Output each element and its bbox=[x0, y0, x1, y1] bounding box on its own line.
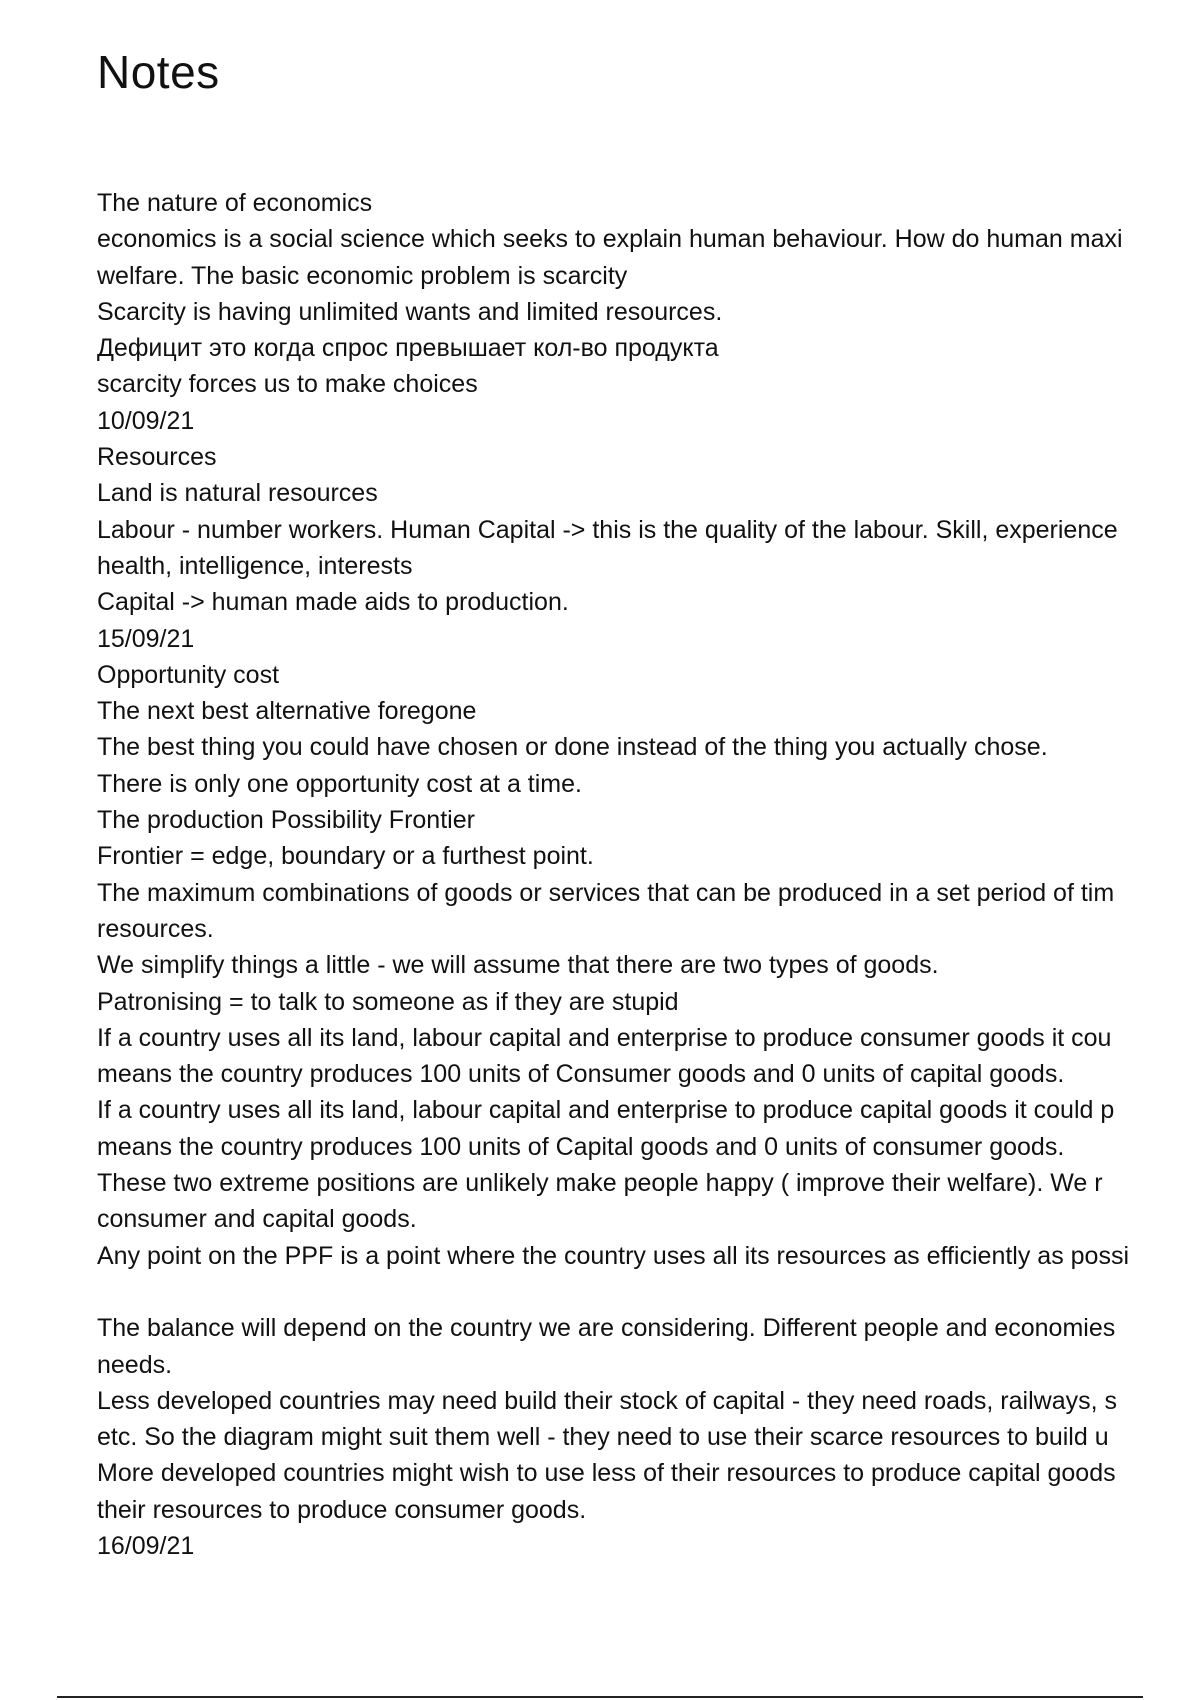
text-line: If a country uses all its land, labour capital and enterprise to produce consumer goods it cou bbox=[97, 1023, 1112, 1052]
text-line: Labour - number workers. Human Capital -> this is the quality of the labour. Skill, experience bbox=[97, 515, 1118, 544]
text-line: resources. bbox=[97, 914, 214, 943]
text-line: The next best alternative foregone bbox=[97, 697, 477, 726]
text-line: economics is a social science which seeks to explain human behaviour. How do human maxi bbox=[97, 225, 1123, 254]
text-line: etc. So the diagram might suit them well - they need to use their scarce resources to build u bbox=[97, 1423, 1109, 1452]
text-line: The production Possibility Frontier bbox=[97, 806, 475, 835]
text-line: Patronising = to talk to someone as if they are stupid bbox=[97, 987, 679, 1016]
text-line: 16/09/21 bbox=[97, 1531, 195, 1560]
footer-divider bbox=[57, 1696, 1143, 1698]
text-line: The balance will depend on the country we are considering. Different people and economies bbox=[97, 1314, 1116, 1343]
text-line: More developed countries might wish to use less of their resources to produce capital goods bbox=[97, 1459, 1116, 1488]
text-line: consumer and capital goods. bbox=[97, 1205, 417, 1234]
text-line: The best thing you could have chosen or done instead of the thing you actually chose. bbox=[97, 733, 1048, 762]
text-line: 15/09/21 bbox=[97, 624, 195, 653]
text-line: The nature of economics bbox=[97, 189, 373, 217]
text-line: 10/09/21 bbox=[97, 406, 195, 435]
notes-body bbox=[97, 185, 1200, 1564]
text-line: Opportunity cost bbox=[97, 660, 280, 689]
text-line: Any point on the PPF is a point where the country uses all its resources as efficiently as possi bbox=[97, 1241, 1130, 1270]
text-line: health, intelligence, interests bbox=[97, 551, 413, 580]
text-line: Land is natural resources bbox=[97, 479, 378, 508]
text-line: Less developed countries may need build their stock of capital - they need roads, railways, s bbox=[97, 1386, 1117, 1415]
text-line: We simplify things a little - we will assume that there are two types of goods. bbox=[97, 951, 939, 980]
text-line: their resources to produce consumer goods. bbox=[97, 1495, 587, 1524]
text-line: If a country uses all its land, labour capital and enterprise to produce capital goods it could p bbox=[97, 1096, 1115, 1125]
text-line: There is only one opportunity cost at a time. bbox=[97, 769, 582, 798]
text-line: These two extreme positions are unlikely make people happy ( improve their welfare). We r bbox=[97, 1169, 1103, 1198]
text-line: means the country produces 100 units of Consumer goods and 0 units of capital goods. bbox=[97, 1060, 1065, 1089]
text-line: The maximum combinations of goods or services that can be produced in a set period of tim bbox=[97, 878, 1115, 907]
text-line: Scarcity is having unlimited wants and limited resources. bbox=[97, 297, 723, 326]
text-line: Capital -> human made aids to production. bbox=[97, 588, 569, 617]
text-line: Frontier = edge, boundary or a furthest point. bbox=[97, 842, 594, 871]
page-title: Notes bbox=[97, 46, 220, 98]
text-line: welfare. The basic economic problem is scarcity bbox=[97, 261, 628, 290]
text-line: scarcity forces us to make choices bbox=[97, 370, 478, 399]
text-line: Дефицит это когда спрос превышает кол-во продукта bbox=[97, 334, 719, 363]
blank-line bbox=[97, 1274, 1200, 1310]
text-line: means the country produces 100 units of Capital goods and 0 units of consumer goods. bbox=[97, 1132, 1065, 1161]
text-line: needs. bbox=[97, 1350, 173, 1379]
text-line: Resources bbox=[97, 443, 217, 472]
